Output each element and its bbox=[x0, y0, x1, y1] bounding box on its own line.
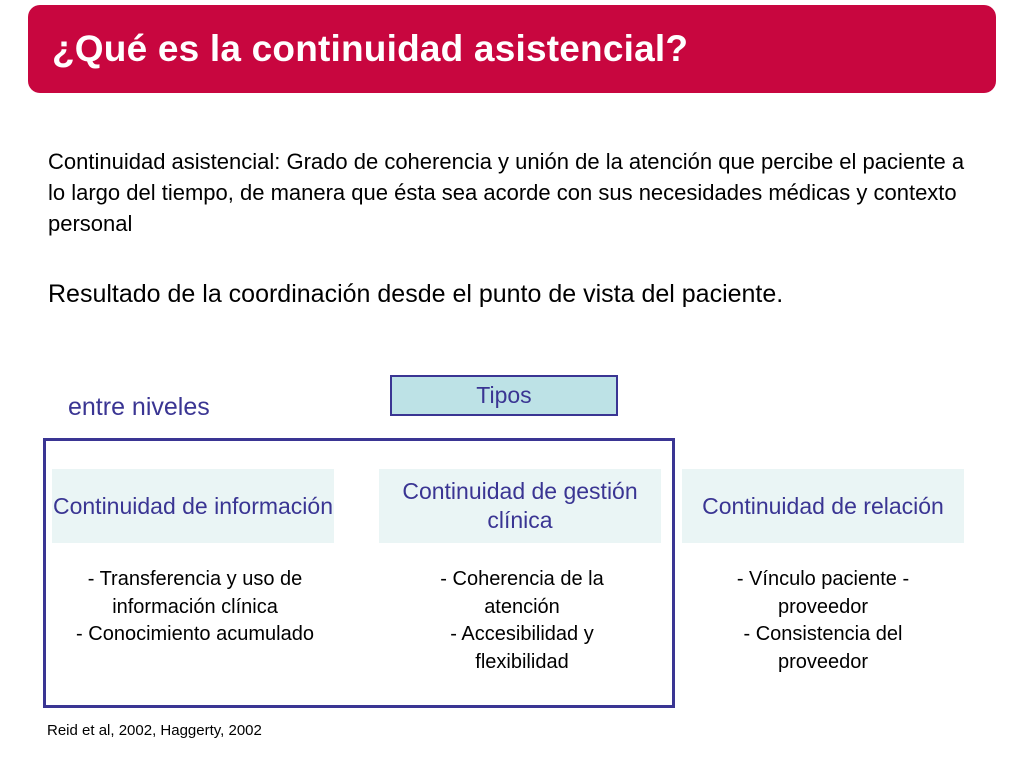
result-text: Resultado de la coordinación desde el punto de vista del paciente. bbox=[48, 280, 784, 308]
type-header-relacion: Continuidad de relación bbox=[682, 469, 964, 543]
type-description-relacion: - Vínculo paciente - proveedor - Consistencia del proveedor bbox=[736, 568, 910, 673]
type-description-informacion: - Transferencia y uso de información clínica - Conocimiento acumulado bbox=[76, 568, 314, 645]
tipos-box bbox=[390, 375, 618, 416]
type-header-gestion-clinica: Continuidad de gestión clínica bbox=[379, 469, 661, 543]
type-description-gestion-clinica: - Coherencia de la atención - Accesibilidad y flexibilidad bbox=[440, 568, 604, 673]
definition-text: Continuidad asistencial: Grado de coherencia y unión de la atención que percibe el paciente a lo largo del tiempo, de manera que ésta sea acorde con sus necesidades médicas y contexto personal bbox=[48, 149, 965, 236]
type-header-informacion: Continuidad de información bbox=[52, 469, 334, 543]
entre-niveles-label: entre niveles bbox=[68, 393, 210, 421]
title-bar bbox=[28, 5, 996, 93]
slide-title: ¿Qué es la continuidad asistencial? bbox=[52, 28, 689, 69]
reference-citation: Reid et al, 2002, Haggerty, 2002 bbox=[47, 722, 262, 739]
tipos-label: Tipos bbox=[476, 382, 532, 408]
